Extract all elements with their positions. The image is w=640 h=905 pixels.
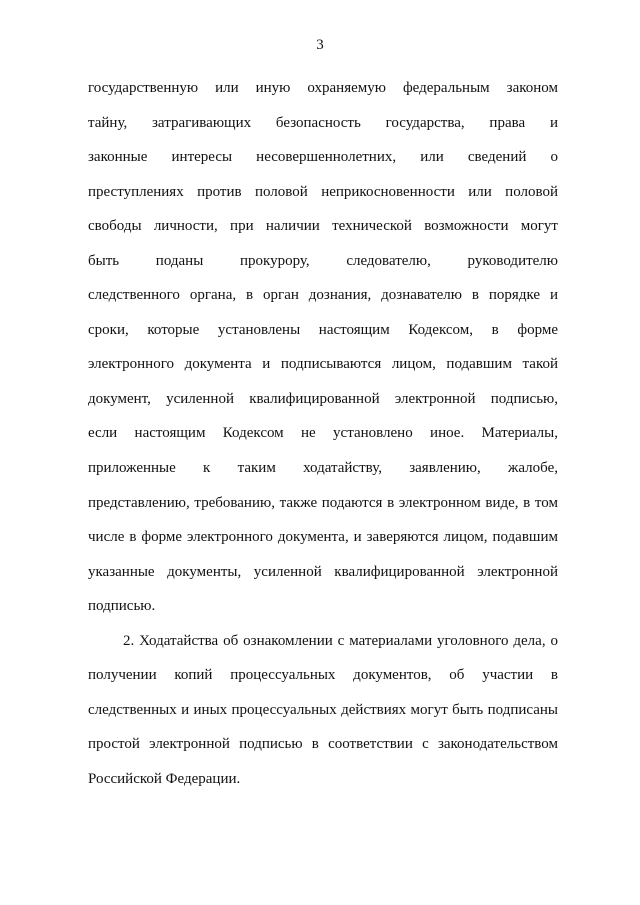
text-line: следственного органа, в орган дознания, дознавателю в порядке и xyxy=(88,287,558,304)
text-line: 2. Ходатайства об ознакомлении с материалами уголовного дела, о xyxy=(123,632,558,649)
text-line: документ, усиленной квалифицированной электронной подписью, xyxy=(88,390,558,407)
text-line: тайну, затрагивающих безопасность государства, права и xyxy=(88,114,558,131)
text-line: числе в форме электронного документа, и заверяются лицом, подавшим xyxy=(88,529,558,546)
text-line: законные интересы несовершеннолетних, или сведений о xyxy=(88,149,558,166)
text-line: быть поданы прокурору, следователю, руководителю xyxy=(88,252,558,269)
paragraph-2 xyxy=(88,624,558,797)
text-line: государственную или иную охраняемую федеральным законом xyxy=(88,80,558,96)
text-line: сроки, которые установлены настоящим Кодексом, в форме xyxy=(88,321,558,338)
text-line: указанные документы, усиленной квалифицированной электронной xyxy=(88,563,558,580)
text-line: если настоящим Кодексом не установлено иное. Материалы, xyxy=(88,425,558,442)
text-line: представлению, требованию, также подаются в электронном виде, в том xyxy=(88,494,558,511)
text-line: преступлениях против половой неприкосновенности или половой xyxy=(88,183,558,200)
paragraph-1 xyxy=(88,71,558,624)
text-line: следственных и иных процессуальных действиях могут быть подписаны xyxy=(88,701,558,718)
text-line: свободы личности, при наличии технической возможности могут xyxy=(88,218,558,235)
text-line: Российской Федерации. xyxy=(88,770,241,787)
text-line: приложенные к таким ходатайству, заявлению, жалобе, xyxy=(88,460,558,477)
text-line: электронного документа и подписываются лицом, подавшим такой xyxy=(88,356,558,373)
text-line: простой электронной подписью в соответствии с законодательством xyxy=(88,736,558,753)
page-number: 3 xyxy=(316,37,324,53)
document-body xyxy=(88,71,558,796)
text-line: получении копий процессуальных документов, об участии в xyxy=(88,667,558,684)
text-line: подписью. xyxy=(88,598,156,615)
